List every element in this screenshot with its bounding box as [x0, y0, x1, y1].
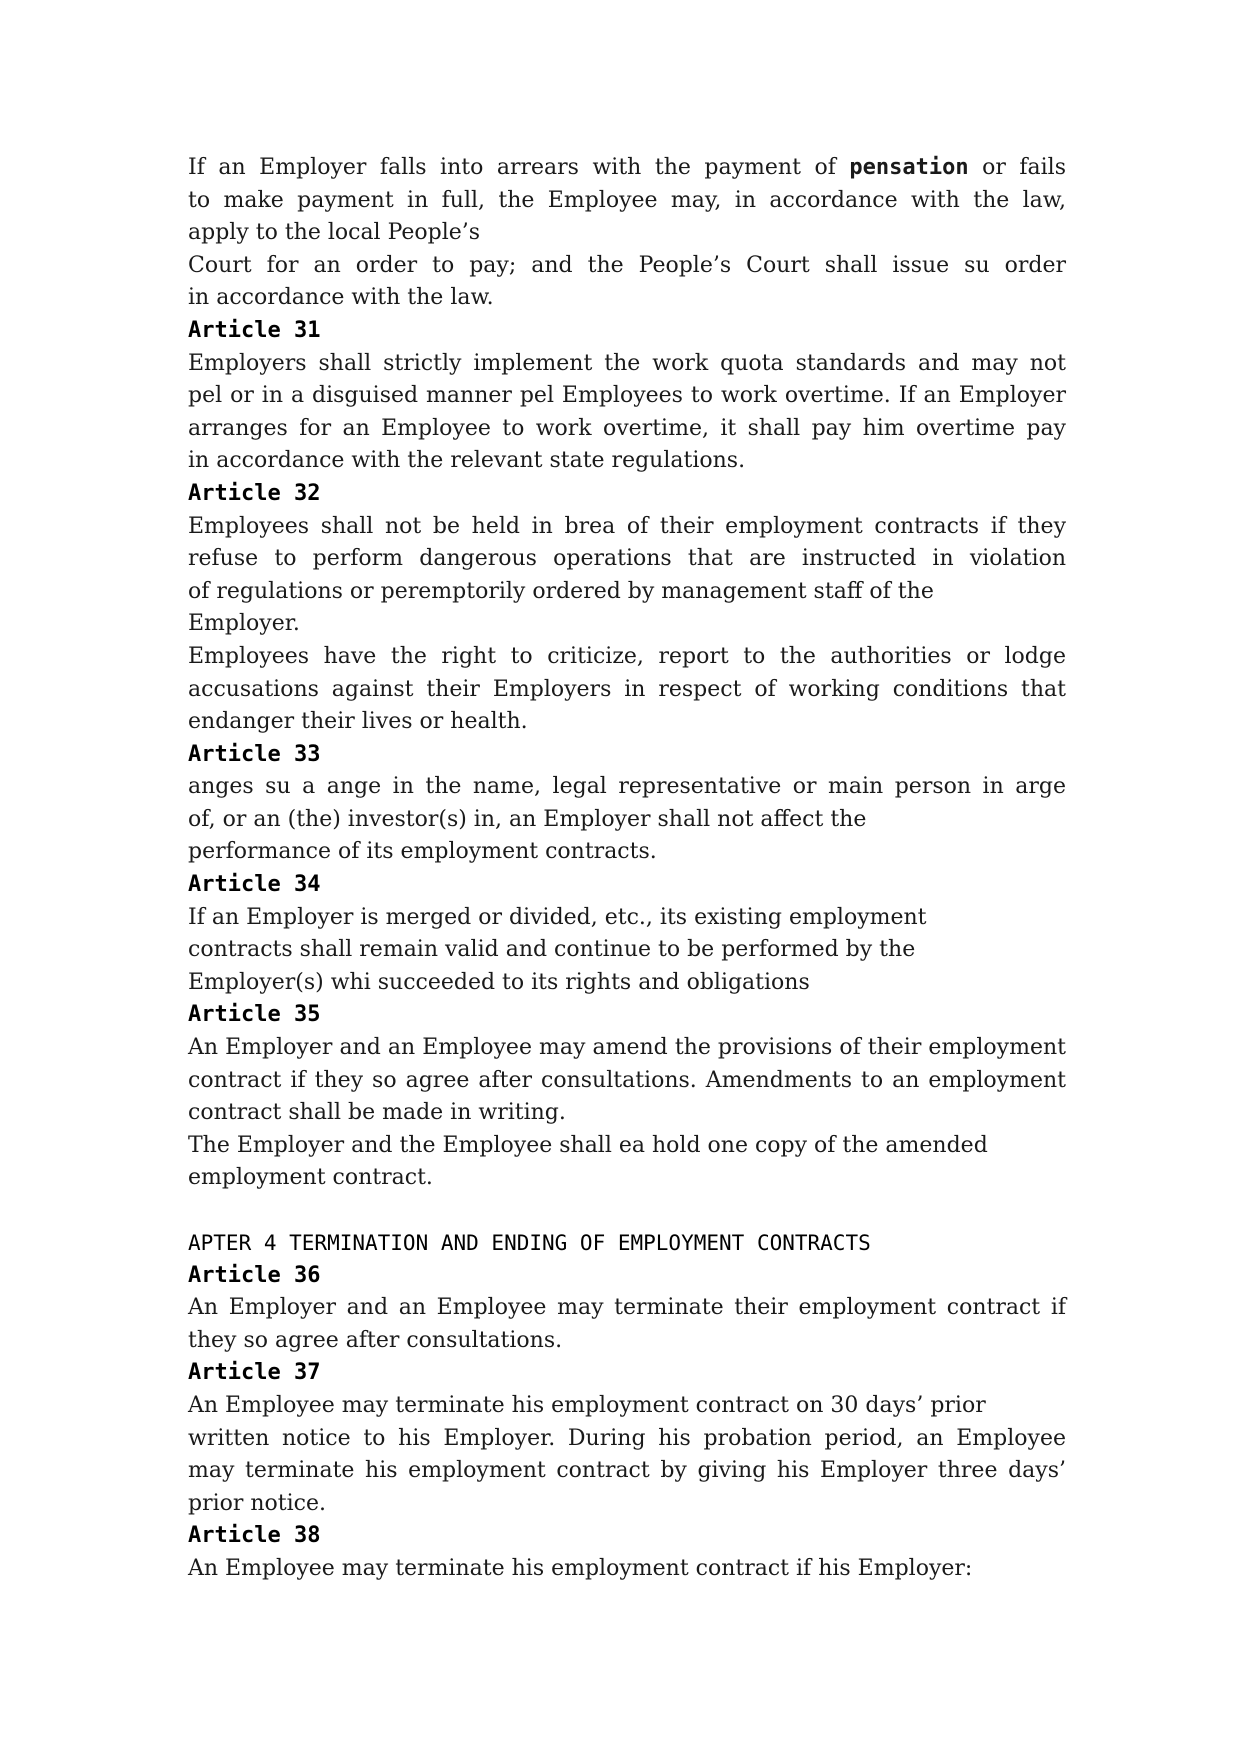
text-line: in accordance with the law.: [188, 285, 494, 311]
text-line: The Employer and the Employee shall ea hold one copy of the amended: [188, 1132, 988, 1158]
text-line: to make payment in full, the Employee may, in accordance with the law,: [188, 187, 1066, 213]
text-line: performance of its employment contracts.: [188, 839, 657, 865]
text-line: may terminate his employment contract by giving his Employer three days’: [188, 1458, 1066, 1484]
article-38: [188, 1520, 1066, 1585]
text-line: Employer(s) whi succeeded to its rights and obligations: [188, 969, 810, 995]
article-heading: Article 34: [188, 872, 321, 898]
article-33: [188, 739, 1066, 869]
text-line: of, or an (the) investor(s) in, an Employer shall not affect the: [188, 806, 867, 832]
article-heading: Article 38: [188, 1523, 321, 1549]
text-span: or fails: [968, 155, 1066, 180]
text-line: Employees have the right to criticize, report to the authorities or lodge: [188, 643, 1066, 669]
article-heading: Article 36: [188, 1262, 321, 1288]
text-line: prior notice.: [188, 1490, 327, 1516]
text-line: endanger their lives or health.: [188, 709, 528, 735]
article-heading: Article 37: [188, 1360, 321, 1386]
text-line: An Employer and an Employee may terminate their employment contract if: [188, 1295, 1066, 1321]
text-line: [188, 152, 1066, 185]
text-line: An Employer and an Employee may amend the provisions of their employment: [188, 1035, 1066, 1061]
chapter-heading: APTER 4 TERMINATION AND ENDING OF EMPLOYMENT CONTRACTS: [188, 1231, 871, 1255]
article-37: [188, 1357, 1066, 1520]
article-36: [188, 1260, 1066, 1358]
text-line: they so agree after consultations.: [188, 1327, 563, 1353]
article-31: [188, 315, 1066, 478]
text-line: refuse to perform dangerous operations that are instructed in violation: [188, 546, 1066, 572]
text-line: An Employee may terminate his employment contract if his Employer:: [188, 1555, 973, 1581]
text-line: written notice to his Employer. During his probation period, an Employee: [188, 1425, 1066, 1451]
article-heading: Article 31: [188, 317, 321, 343]
text-line: arranges for an Employee to work overtime, it shall pay him overtime pay: [188, 415, 1066, 441]
text-line: in accordance with the relevant state regulations.: [188, 448, 746, 474]
article-heading: Article 35: [188, 1002, 321, 1028]
text-line: Employer.: [188, 611, 300, 637]
text-line: anges su a ange in the name, legal representative or main person in arge: [188, 774, 1066, 800]
paragraph-intro: [188, 152, 1066, 315]
text-line: accusations against their Employers in respect of working conditions that: [188, 676, 1066, 702]
article-35: [188, 999, 1066, 1195]
text-line: contract shall be made in writing.: [188, 1100, 566, 1126]
article-heading: Article 32: [188, 480, 321, 506]
text-line: Court for an order to pay; and the People’s Court shall issue su order: [188, 252, 1066, 278]
text-line: contract if they so agree after consultations. Amendments to an employment: [188, 1067, 1066, 1093]
article-34: [188, 869, 1066, 999]
text-line: If an Employer is merged or divided, etc., its existing employment: [188, 904, 927, 930]
text-line: pel or in a disguised manner pel Employees to work overtime. If an Employer: [188, 383, 1066, 409]
article-32: [188, 478, 1066, 739]
article-heading: Article 33: [188, 741, 321, 767]
text-line: contracts shall remain valid and continue to be performed by the: [188, 937, 916, 963]
text-line: Employees shall not be held in brea of their employment contracts if they: [188, 513, 1066, 539]
text-line: An Employee may terminate his employment contract on 30 days’ prior: [188, 1392, 986, 1418]
text-line: of regulations or peremptorily ordered by management staff of the: [188, 578, 934, 604]
text-line: employment contract.: [188, 1165, 433, 1191]
text-span: If an Employer falls into arrears with the payment of: [188, 155, 850, 180]
bold-word: pensation: [849, 155, 969, 180]
text-line: Employers shall strictly implement the work quota standards and may not: [188, 350, 1066, 376]
document-body: [188, 152, 1066, 1586]
text-line: apply to the local People’s: [188, 220, 481, 246]
